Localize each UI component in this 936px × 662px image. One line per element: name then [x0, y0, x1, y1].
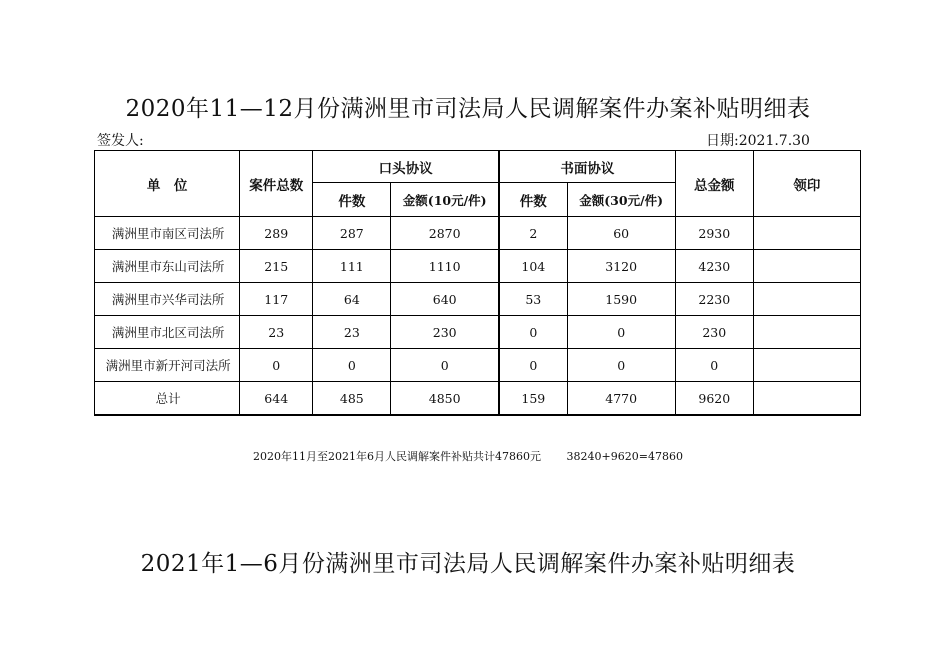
cell-receipt — [753, 382, 860, 416]
cell-receipt — [753, 250, 860, 283]
cell-oral-amount: 4850 — [391, 382, 499, 416]
header-total-cases: 案件总数 — [240, 151, 313, 217]
cell-total-cases: 23 — [240, 316, 313, 349]
header-oral-count: 件数 — [313, 183, 391, 217]
cell-oral-count: 485 — [313, 382, 391, 416]
cell-written-count: 159 — [499, 382, 567, 416]
table-row — [95, 316, 861, 349]
cell-total-amount: 2930 — [675, 217, 753, 250]
cell-oral-amount: 640 — [391, 283, 499, 316]
cell-written-amount: 60 — [567, 217, 675, 250]
cell-receipt — [753, 217, 860, 250]
header-receipt: 领印 — [753, 151, 860, 217]
cell-unit: 满洲里市东山司法所 — [95, 250, 240, 283]
cell-written-amount: 0 — [567, 316, 675, 349]
cell-oral-amount: 230 — [391, 316, 499, 349]
cell-receipt — [753, 316, 860, 349]
cell-oral-count: 0 — [313, 349, 391, 382]
date-label: 日期:2021.7.30 — [706, 133, 810, 149]
signer-label: 签发人: — [97, 133, 144, 149]
cell-written-count: 2 — [499, 217, 567, 250]
cell-oral-amount: 2870 — [391, 217, 499, 250]
total-row — [95, 382, 861, 416]
note-text: 2020年11月至2021年6月人民调解案件补贴共计47860元 — [253, 450, 542, 463]
second-document-title: 2021年1—6月份满洲里市司法局人民调解案件办案补贴明细表 — [140, 551, 796, 577]
cell-oral-count: 23 — [313, 316, 391, 349]
cell-total-cases: 215 — [240, 250, 313, 283]
table-row — [95, 283, 861, 316]
cell-total-amount: 9620 — [675, 382, 753, 416]
header-oral-agreement: 口头协议 — [313, 151, 499, 183]
header-written-agreement: 书面协议 — [499, 151, 675, 183]
cell-written-amount: 4770 — [567, 382, 675, 416]
cell-written-amount: 0 — [567, 349, 675, 382]
cell-written-amount: 3120 — [567, 250, 675, 283]
note-formula: 38240+9620=47860 — [566, 450, 683, 463]
header-unit: 单 位 — [95, 151, 240, 217]
header-total-amount: 总金额 — [675, 151, 753, 217]
cell-oral-count: 111 — [313, 250, 391, 283]
cell-unit: 总计 — [95, 382, 240, 416]
cell-total-cases: 289 — [240, 217, 313, 250]
cell-total-amount: 0 — [675, 349, 753, 382]
cell-written-count: 104 — [499, 250, 567, 283]
header-written-count: 件数 — [499, 183, 567, 217]
subsidy-table — [94, 150, 861, 416]
document-title: 2020年11—12月份满洲里市司法局人民调解案件办案补贴明细表 — [125, 96, 811, 122]
cell-total-amount: 4230 — [675, 250, 753, 283]
cell-oral-amount: 0 — [391, 349, 499, 382]
cell-total-cases: 0 — [240, 349, 313, 382]
cell-written-count: 53 — [499, 283, 567, 316]
table-row — [95, 217, 861, 250]
cell-unit: 满洲里市新开河司法所 — [95, 349, 240, 382]
cell-unit: 满洲里市南区司法所 — [95, 217, 240, 250]
cell-total-amount: 230 — [675, 316, 753, 349]
cell-receipt — [753, 283, 860, 316]
cell-total-cases: 644 — [240, 382, 313, 416]
cell-total-amount: 2230 — [675, 283, 753, 316]
cell-oral-count: 287 — [313, 217, 391, 250]
cell-written-count: 0 — [499, 316, 567, 349]
cell-written-count: 0 — [499, 349, 567, 382]
cell-written-amount: 1590 — [567, 283, 675, 316]
cell-oral-count: 64 — [313, 283, 391, 316]
table-row — [95, 250, 861, 283]
cell-oral-amount: 1110 — [391, 250, 499, 283]
cell-receipt — [753, 349, 860, 382]
cell-unit: 满洲里市北区司法所 — [95, 316, 240, 349]
header-oral-amount: 金额(10元/件) — [391, 183, 499, 217]
header-written-amount: 金额(30元/件) — [567, 183, 675, 217]
cell-unit: 满洲里市兴华司法所 — [95, 283, 240, 316]
table-row — [95, 349, 861, 382]
subsidy-note — [0, 448, 936, 464]
cell-total-cases: 117 — [240, 283, 313, 316]
